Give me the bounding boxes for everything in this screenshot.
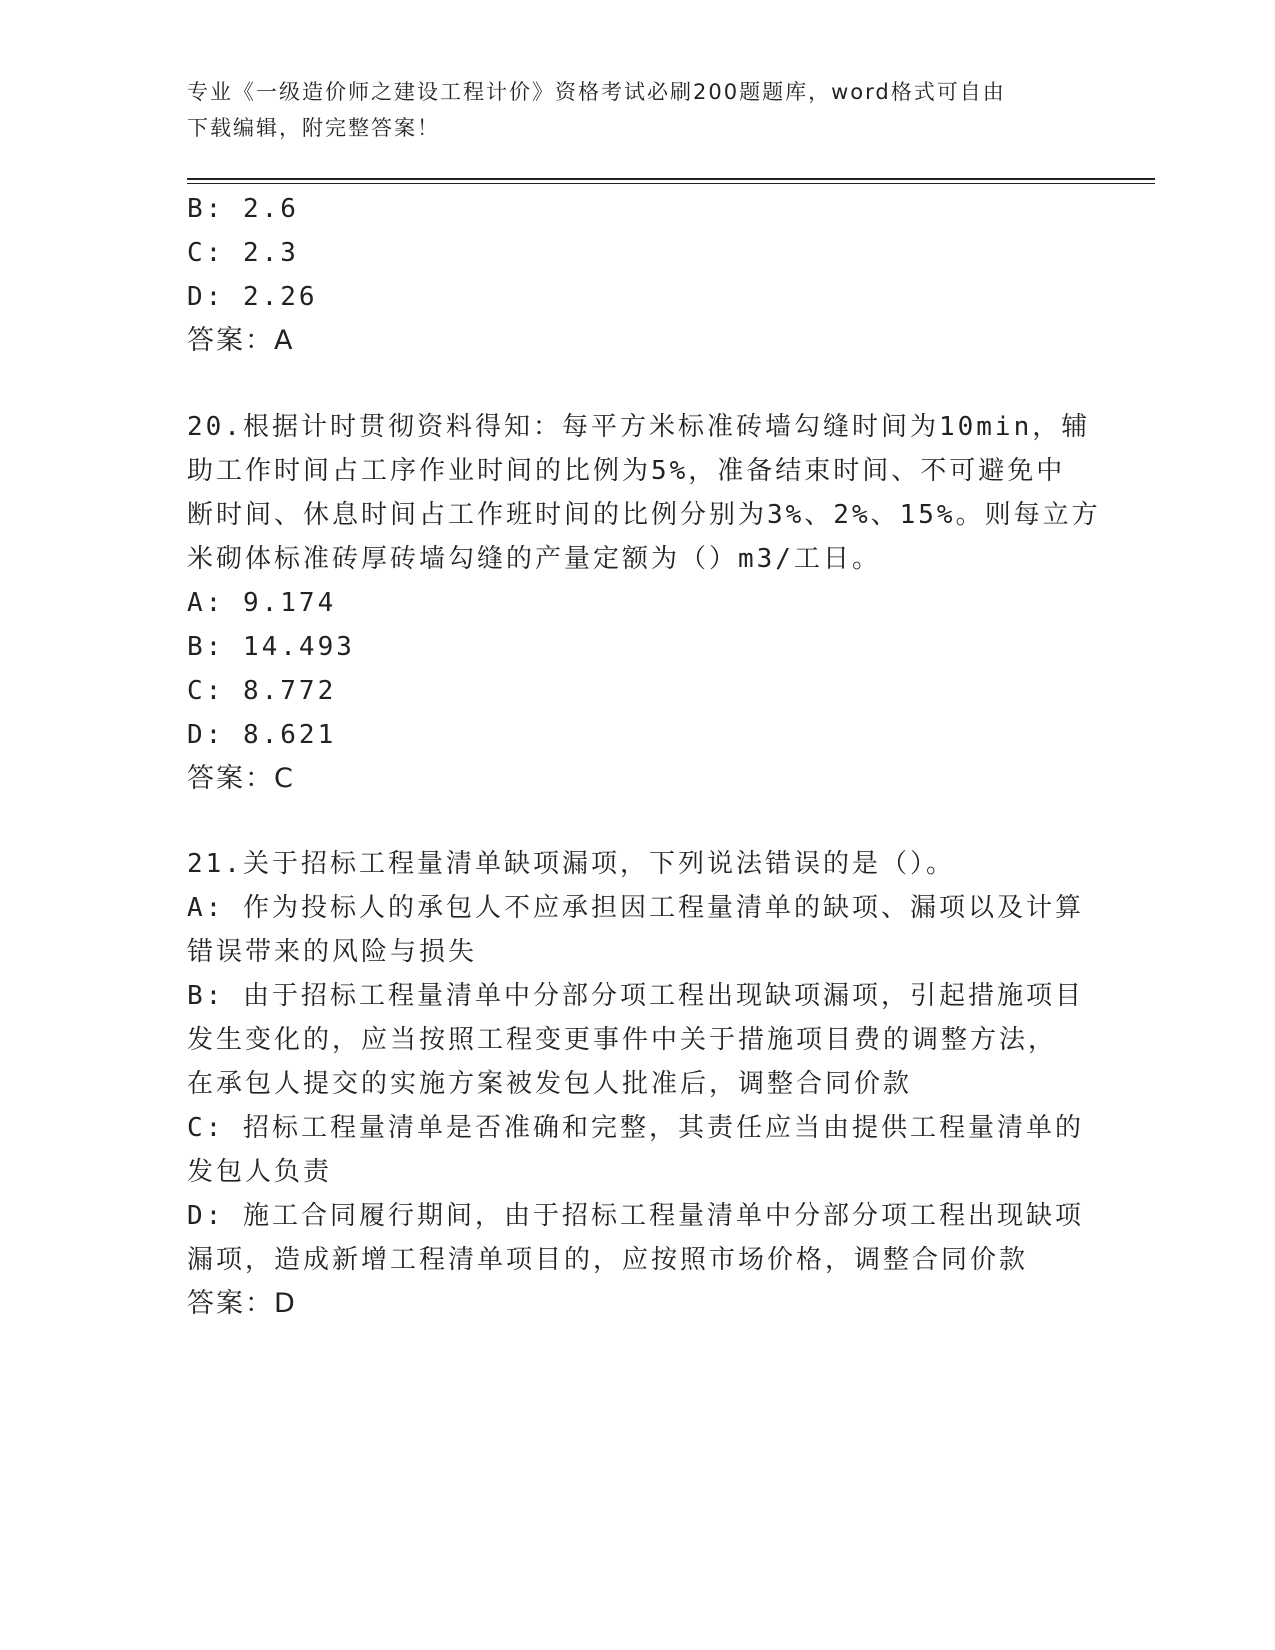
- q20-option-d: D: 8.621: [187, 720, 337, 750]
- q20-stem-line-3: 断时间、休息时间占工作班时间的比例分别为3%、2%、15%。则每立方: [187, 500, 1101, 530]
- q20-option-a: A: 9.174: [187, 588, 337, 618]
- q21-stem: 21.关于招标工程量清单缺项漏项，下列说法错误的是（）。: [187, 849, 955, 879]
- q21-option-b-line-2: 发生变化的，应当按照工程变更事件中关于措施项目费的调整方法，: [187, 1025, 1058, 1055]
- q21-option-c-line-1: C: 招标工程量清单是否准确和完整，其责任应当由提供工程量清单的: [187, 1113, 1084, 1143]
- q20-stem-line-2: 助工作时间占工序作业时间的比例为5%，准备结束时间、不可避免中: [187, 456, 1066, 486]
- prev-option-c: C: 2.3: [187, 238, 299, 268]
- q20-answer: 答案：C: [187, 763, 295, 794]
- header-rule-thick: [187, 178, 1155, 180]
- q20-stem-line-4: 米砌体标准砖厚砖墙勾缝的产量定额为（）m3/工日。: [187, 544, 881, 574]
- q21-answer: 答案：D: [187, 1288, 297, 1319]
- header-line-2: 下载编辑，附完整答案！: [187, 116, 440, 140]
- q21-option-a-line-2: 错误带来的风险与损失: [187, 937, 478, 967]
- prev-option-d: D: 2.26: [187, 282, 318, 312]
- q21-option-d-line-1: D: 施工合同履行期间，由于招标工程量清单中分部分项工程出现缺项: [187, 1201, 1084, 1231]
- q21-option-c-line-2: 发包人负责: [187, 1157, 333, 1187]
- q21-option-b-line-1: B: 由于招标工程量清单中分部分项工程出现缺项漏项，引起措施项目: [187, 981, 1084, 1011]
- prev-answer: 答案：A: [187, 325, 295, 356]
- document-header: [187, 74, 1087, 146]
- header-rule-thin: [187, 183, 1155, 184]
- q20-option-b: B: 14.493: [187, 632, 355, 662]
- header-line-1: 专业《一级造价师之建设工程计价》资格考试必刷200题题库，word格式可自由: [187, 80, 1006, 104]
- q20-stem-line-1: 20.根据计时贯彻资料得知：每平方米标准砖墙勾缝时间为10min，辅: [187, 412, 1091, 442]
- q20-option-c: C: 8.772: [187, 676, 337, 706]
- q21-option-b-line-3: 在承包人提交的实施方案被发包人批准后，调整合同价款: [187, 1069, 913, 1099]
- prev-option-b: B: 2.6: [187, 194, 299, 224]
- q21-option-d-line-2: 漏项，造成新增工程清单项目的，应按照市场价格，调整合同价款: [187, 1245, 1029, 1275]
- q21-option-a-line-1: A: 作为投标人的承包人不应承担因工程量清单的缺项、漏项以及计算: [187, 893, 1084, 923]
